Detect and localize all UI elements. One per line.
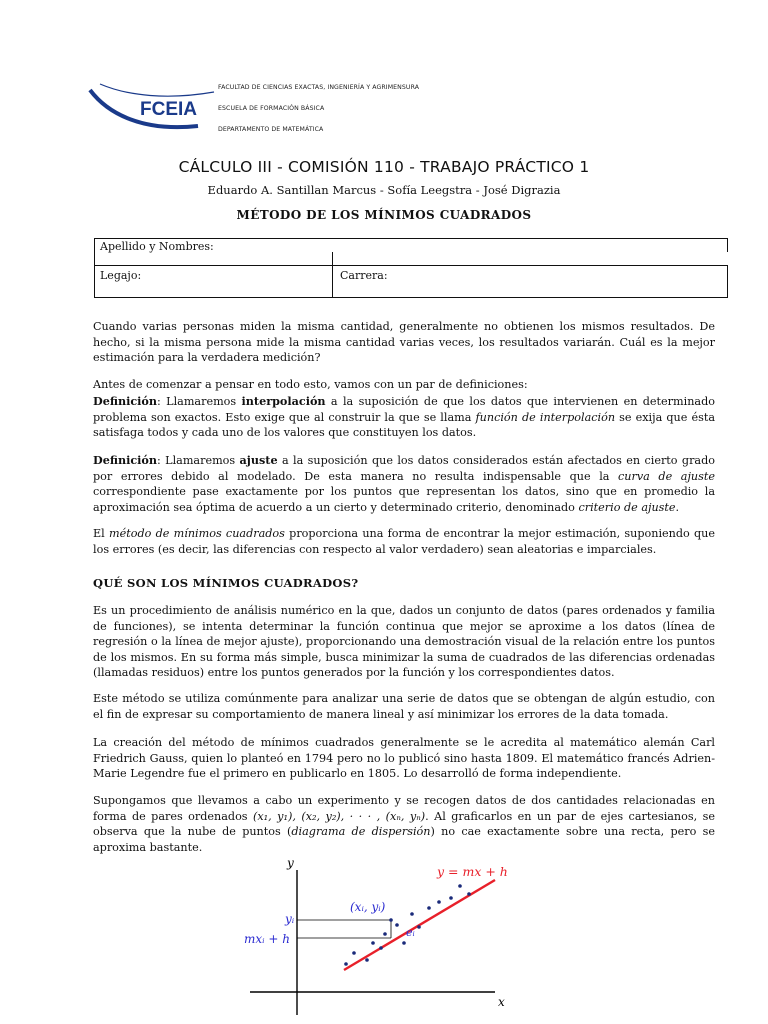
student-form — [94, 238, 728, 298]
data-points — [344, 884, 471, 966]
usage-paragraph: Este método se utiliza comúnmente para analizar una serie de datos que se obtengan de algún estudio, con el fin de expresar su comportamiento de manera lineal y así minimizar los errores de la data tomada. — [93, 692, 715, 721]
yi-label: yᵢ — [285, 912, 295, 926]
regression-equation: y = mx + h — [437, 864, 508, 879]
authors: Eduardo A. Santillan Marcus - Sofía Leegstra - José Digrazia — [207, 183, 561, 197]
data-point — [365, 958, 369, 962]
institution-lines — [218, 84, 419, 147]
data-point — [383, 932, 387, 936]
data-point — [371, 941, 375, 945]
data-point — [402, 941, 406, 945]
school-name: ESCUELA DE FORMACIÓN BÁSICA — [218, 105, 325, 112]
residual-label: eᵢ — [406, 926, 415, 939]
data-point — [395, 923, 399, 927]
fceia-logo — [88, 74, 218, 144]
x-axis-label: x — [498, 995, 505, 1009]
data-point — [344, 962, 348, 966]
logo-text: FCEIA — [140, 99, 197, 120]
fit-value-label: mxᵢ + h — [244, 932, 290, 946]
data-point — [389, 918, 393, 922]
regression-line — [344, 880, 495, 970]
y-axis-label: y — [287, 856, 294, 870]
data-point — [427, 906, 431, 910]
point-label: (xᵢ, yᵢ) — [350, 900, 386, 914]
department-name: DEPARTAMENTO DE MATEMÁTICA — [218, 126, 324, 133]
data-point — [352, 951, 356, 955]
carrera-field-label: Carrera: — [340, 269, 388, 282]
data-point — [437, 900, 441, 904]
header — [88, 74, 488, 144]
intro-paragraph: Cuando varias personas miden la misma cantidad, generalmente no obtienen los mismos resultados. De hecho, si la misma persona mide la misma cantidad varias veces, los resultados variarán. Cuál es la mejor estimación para la verdadera medición? — [93, 320, 715, 364]
data-point — [449, 896, 453, 900]
definition-interpolation: Definición: Llamaremos interpolación a la suposición de que los datos que intervienen en determinado problema son exactos. Esto exige que al construir la que se llama función de interpolación se exija que ésta satisfaga todos y cada uno de los valores que constituyen los datos. — [93, 394, 715, 439]
legajo-field-label: Legajo: — [100, 269, 142, 282]
experiment-paragraph: Supongamos que llevamos a cabo un experimento y se recogen datos de dos cantidades relacionadas en forma de pares ordenados (x₁, y₁), (x₂, y₂), · · · , (xₙ, yₙ). Al graficarlos en un par de ejes cartesianos, se observa que la nube de puntos (diagrama de dispersión) no cae exactamente sobre una recta, pero se aproxima bastante. — [93, 794, 715, 854]
pre-definitions: Antes de comenzar a pensar en todo esto, vamos con un par de definiciones: — [93, 378, 528, 391]
document-subtitle: MÉTODO DE LOS MÍNIMOS CUADRADOS — [236, 208, 532, 222]
method-paragraph: El método de mínimos cuadrados proporciona una forma de encontrar la mejor estimación, suponiendo que los errores (es decir, las diferencias con respecto al valor verdadero) sean aleatorias e imparciales. — [93, 527, 716, 556]
scatter-figure — [240, 850, 530, 1020]
section-heading: QUÉ SON LOS MÍNIMOS CUADRADOS? — [93, 576, 359, 590]
data-point — [458, 884, 462, 888]
definition-paragraph: Es un procedimiento de análisis numérico en la que, dados un conjunto de datos (pares ordenados y familia de funciones), se intenta determinar la función continua que mejor se aproxime a los datos (línea de regresión o la línea de mejor ajuste), proporcionando una demostración visual de la relación entre los puntos de los mismos. En su forma más simple, busca minimizar la suma de cuadrados de las diferencias ordenadas (llamadas residuos) entre los puntos generados por la función y los correspondientes datos. — [93, 604, 715, 679]
data-point — [410, 912, 414, 916]
definition-adjustment: Definición: Llamaremos ajuste a la suposición que los datos considerados están afectados en cierto grado por errores debido al modelado. De esta manera no resulta indispensable que la curva de ajuste correspondiente pase exactamente por los puntos que representan los datos, sino que en promedio la aproximación sea óptima de acuerdo a un cierto y determinado criterio, denominado criterio de ajuste. — [93, 453, 715, 514]
data-point — [379, 946, 383, 950]
page-title: CÁLCULO III - COMISIÓN 110 - TRABAJO PRÁCTICO 1 — [178, 158, 590, 176]
data-point — [417, 925, 421, 929]
faculty-name: FACULTAD DE CIENCIAS EXACTAS, INGENIERÍA Y AGRIMENSURA — [218, 84, 420, 91]
history-paragraph: La creación del método de mínimos cuadrados generalmente se le acredita al matemático alemán Carl Friedrich Gauss, quien lo planteó en 1794 pero no lo publicó sino hasta 1809. El matemático francés Adrien-Marie Legendre fue el primero en publicarlo en 1805. Lo desarrolló de forma independiente. — [93, 736, 715, 780]
name-field-label: Apellido y Nombres: — [100, 240, 214, 253]
data-point — [467, 892, 471, 896]
